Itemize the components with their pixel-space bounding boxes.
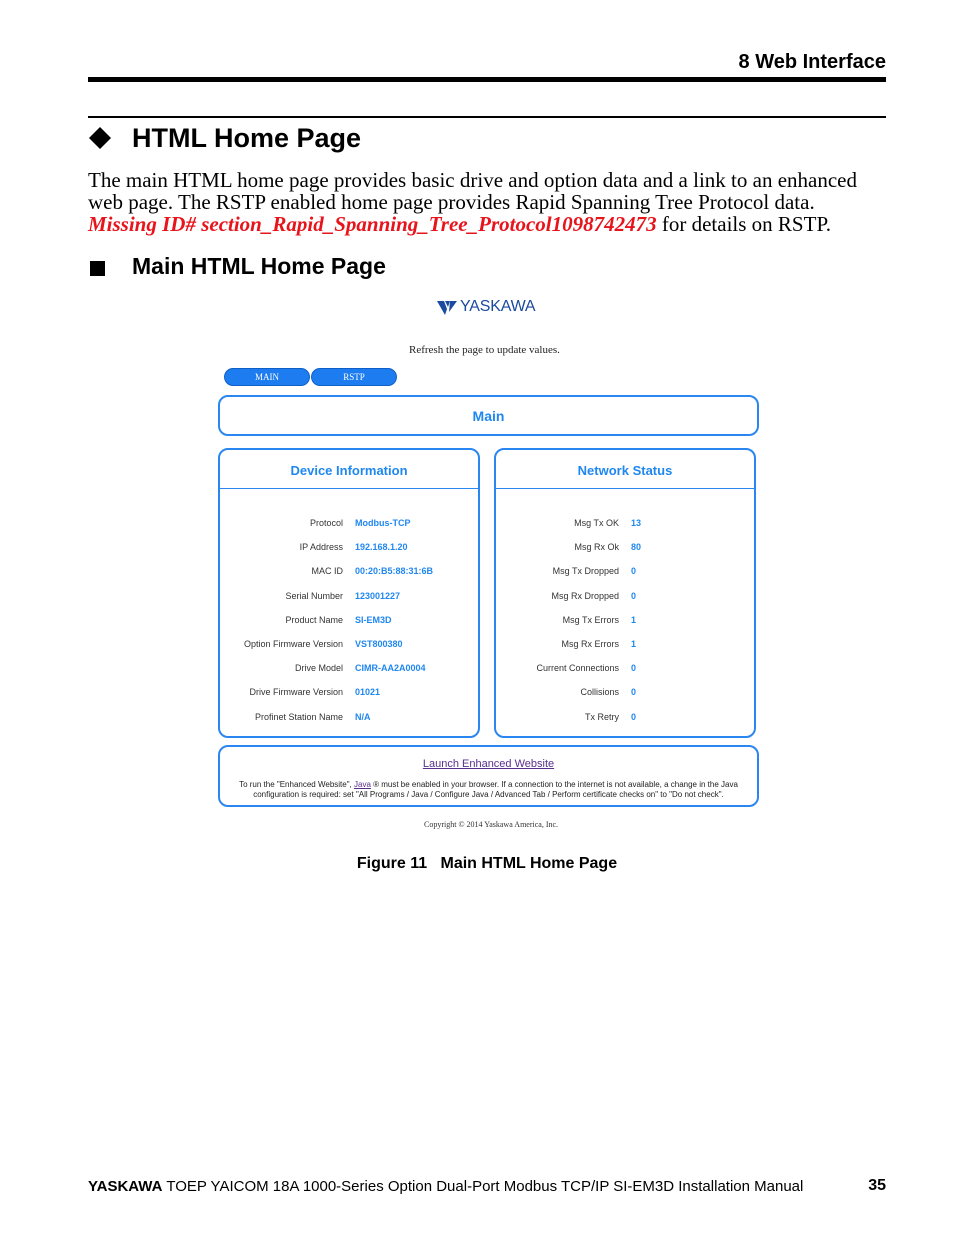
info-row-label: Msg Tx Dropped [552,566,619,577]
section-paragraph [88,169,888,235]
info-row-value: CIMR-AA2A0004 [355,663,426,674]
section-title: HTML Home Page [132,123,362,153]
panel-divider [220,488,478,489]
info-row [496,591,754,603]
copyright-text: Copyright © 2014 Yaskawa America, Inc. [424,820,559,829]
info-row-value: 0 [631,663,637,674]
info-row-label: Product Name [285,614,343,625]
info-row-value: SI-EM3D [355,614,392,625]
chapter-header: 8 Web Interface [738,51,886,73]
footer-manual-name: TOEP YAICOM 18A 1000-Series Option Dual-Port Modbus TCP/IP SI-EM3D Installation Manual [162,1178,804,1195]
info-row [220,591,478,603]
section-rule [88,116,886,118]
info-row [220,566,478,578]
info-row [220,712,478,724]
info-row-value: 80 [631,542,642,553]
info-row [220,639,478,651]
info-row-label: Drive Firmware Version [249,687,343,698]
info-row-value: 00:20:B5:88:31:6B [355,566,434,577]
subsection-title: Main HTML Home Page [132,253,386,279]
info-row-label: Drive Model [294,663,343,674]
tab-rstp[interactable]: RSTP [311,368,397,386]
paragraph-tail-text: for details on RSTP. [656,212,832,236]
main-panel [218,395,759,436]
info-row [220,518,478,530]
info-row-value: 1 [631,639,637,649]
footer-brand: YASKAWA [88,1178,163,1195]
info-row [220,687,478,699]
info-row-value: 123001227 [355,590,401,601]
info-row-label: Profinet Station Name [254,711,343,722]
info-row-label: Msg Rx Dropped [551,590,619,601]
info-row-value: VST800380 [355,639,403,649]
info-row [220,663,478,675]
tab-main[interactable]: MAIN [224,368,310,386]
device-information-panel [218,448,480,738]
info-row-value: 0 [631,711,637,722]
info-row [496,687,754,699]
device-information-title: Device Information [290,463,408,478]
network-status-title: Network Status [577,463,673,478]
figure-number: Figure 11 [356,855,428,872]
info-row-label: Serial Number [285,590,343,601]
info-row-value: 0 [631,687,637,698]
info-row-label: Protocol [309,518,343,528]
info-row [496,566,754,578]
info-row [496,542,754,554]
figure-caption [0,855,954,873]
info-row-label: Msg Rx Errors [561,639,619,649]
java-note-pre: To run the "Enhanced Website", [239,780,354,789]
figure-title: Main HTML Home Page [440,855,618,872]
info-row-value: 1 [631,614,637,625]
main-panel-title: Main [472,408,505,424]
panel-divider [496,488,754,489]
info-row [220,615,478,627]
info-row-value: 01021 [355,687,381,698]
logo-text: YASKAWA [460,298,536,315]
info-row-label: IP Address [299,542,343,553]
yaskawa-wing-icon [437,298,457,316]
header-rule [88,77,886,82]
info-row [496,639,754,651]
info-row-value: 0 [631,590,637,601]
info-row-value: 192.168.1.20 [355,542,408,553]
paragraph-main-text: The main HTML home page provides basic drive and option data and a link to an enhanced web page. The RSTP enabled home page provides Rapid Spanning Tree Protocol data. [88,168,857,214]
info-row-label: Msg Tx OK [574,518,619,528]
info-row-value: 0 [631,566,637,577]
page-number: 35 [868,1177,886,1194]
footer-manual-title [88,1178,803,1195]
java-note [230,780,747,800]
info-row-value: 13 [631,518,642,528]
info-row-label: Option Firmware Version [243,639,343,649]
info-row-label: Current Connections [536,663,619,674]
info-row [496,518,754,530]
info-row-label: MAC ID [311,566,343,577]
info-row [496,663,754,675]
java-link[interactable]: Java [354,780,371,789]
info-row-value: N/A [355,711,371,722]
info-row-label: Msg Rx Ok [574,542,619,553]
info-row-label: Tx Retry [584,711,619,722]
info-row-value: Modbus-TCP [355,518,411,528]
enhanced-website-panel [218,745,759,807]
network-status-panel [494,448,756,738]
info-row [496,712,754,724]
launch-enhanced-website-link[interactable]: Launch Enhanced Website [422,758,555,770]
info-row-label: Collisions [580,687,619,698]
info-row [220,542,478,554]
missing-reference-link[interactable]: Missing ID# section_Rapid_Spanning_Tree_Protocol1098742473 [88,212,657,236]
refresh-note: Refresh the page to update values. [409,344,560,356]
square-bullet-icon [90,261,105,276]
info-row [496,615,754,627]
yaskawa-logo [437,298,535,316]
java-note-post: ® must be enabled in your browser. If a connection to the internet is not available, a change in the Java configuration is required: set "All Programs / Java / Configure Java / Advanced Tab / Perform certificate checks on" to "Do not check". [253,780,738,799]
info-row-label: Msg Tx Errors [562,614,619,625]
